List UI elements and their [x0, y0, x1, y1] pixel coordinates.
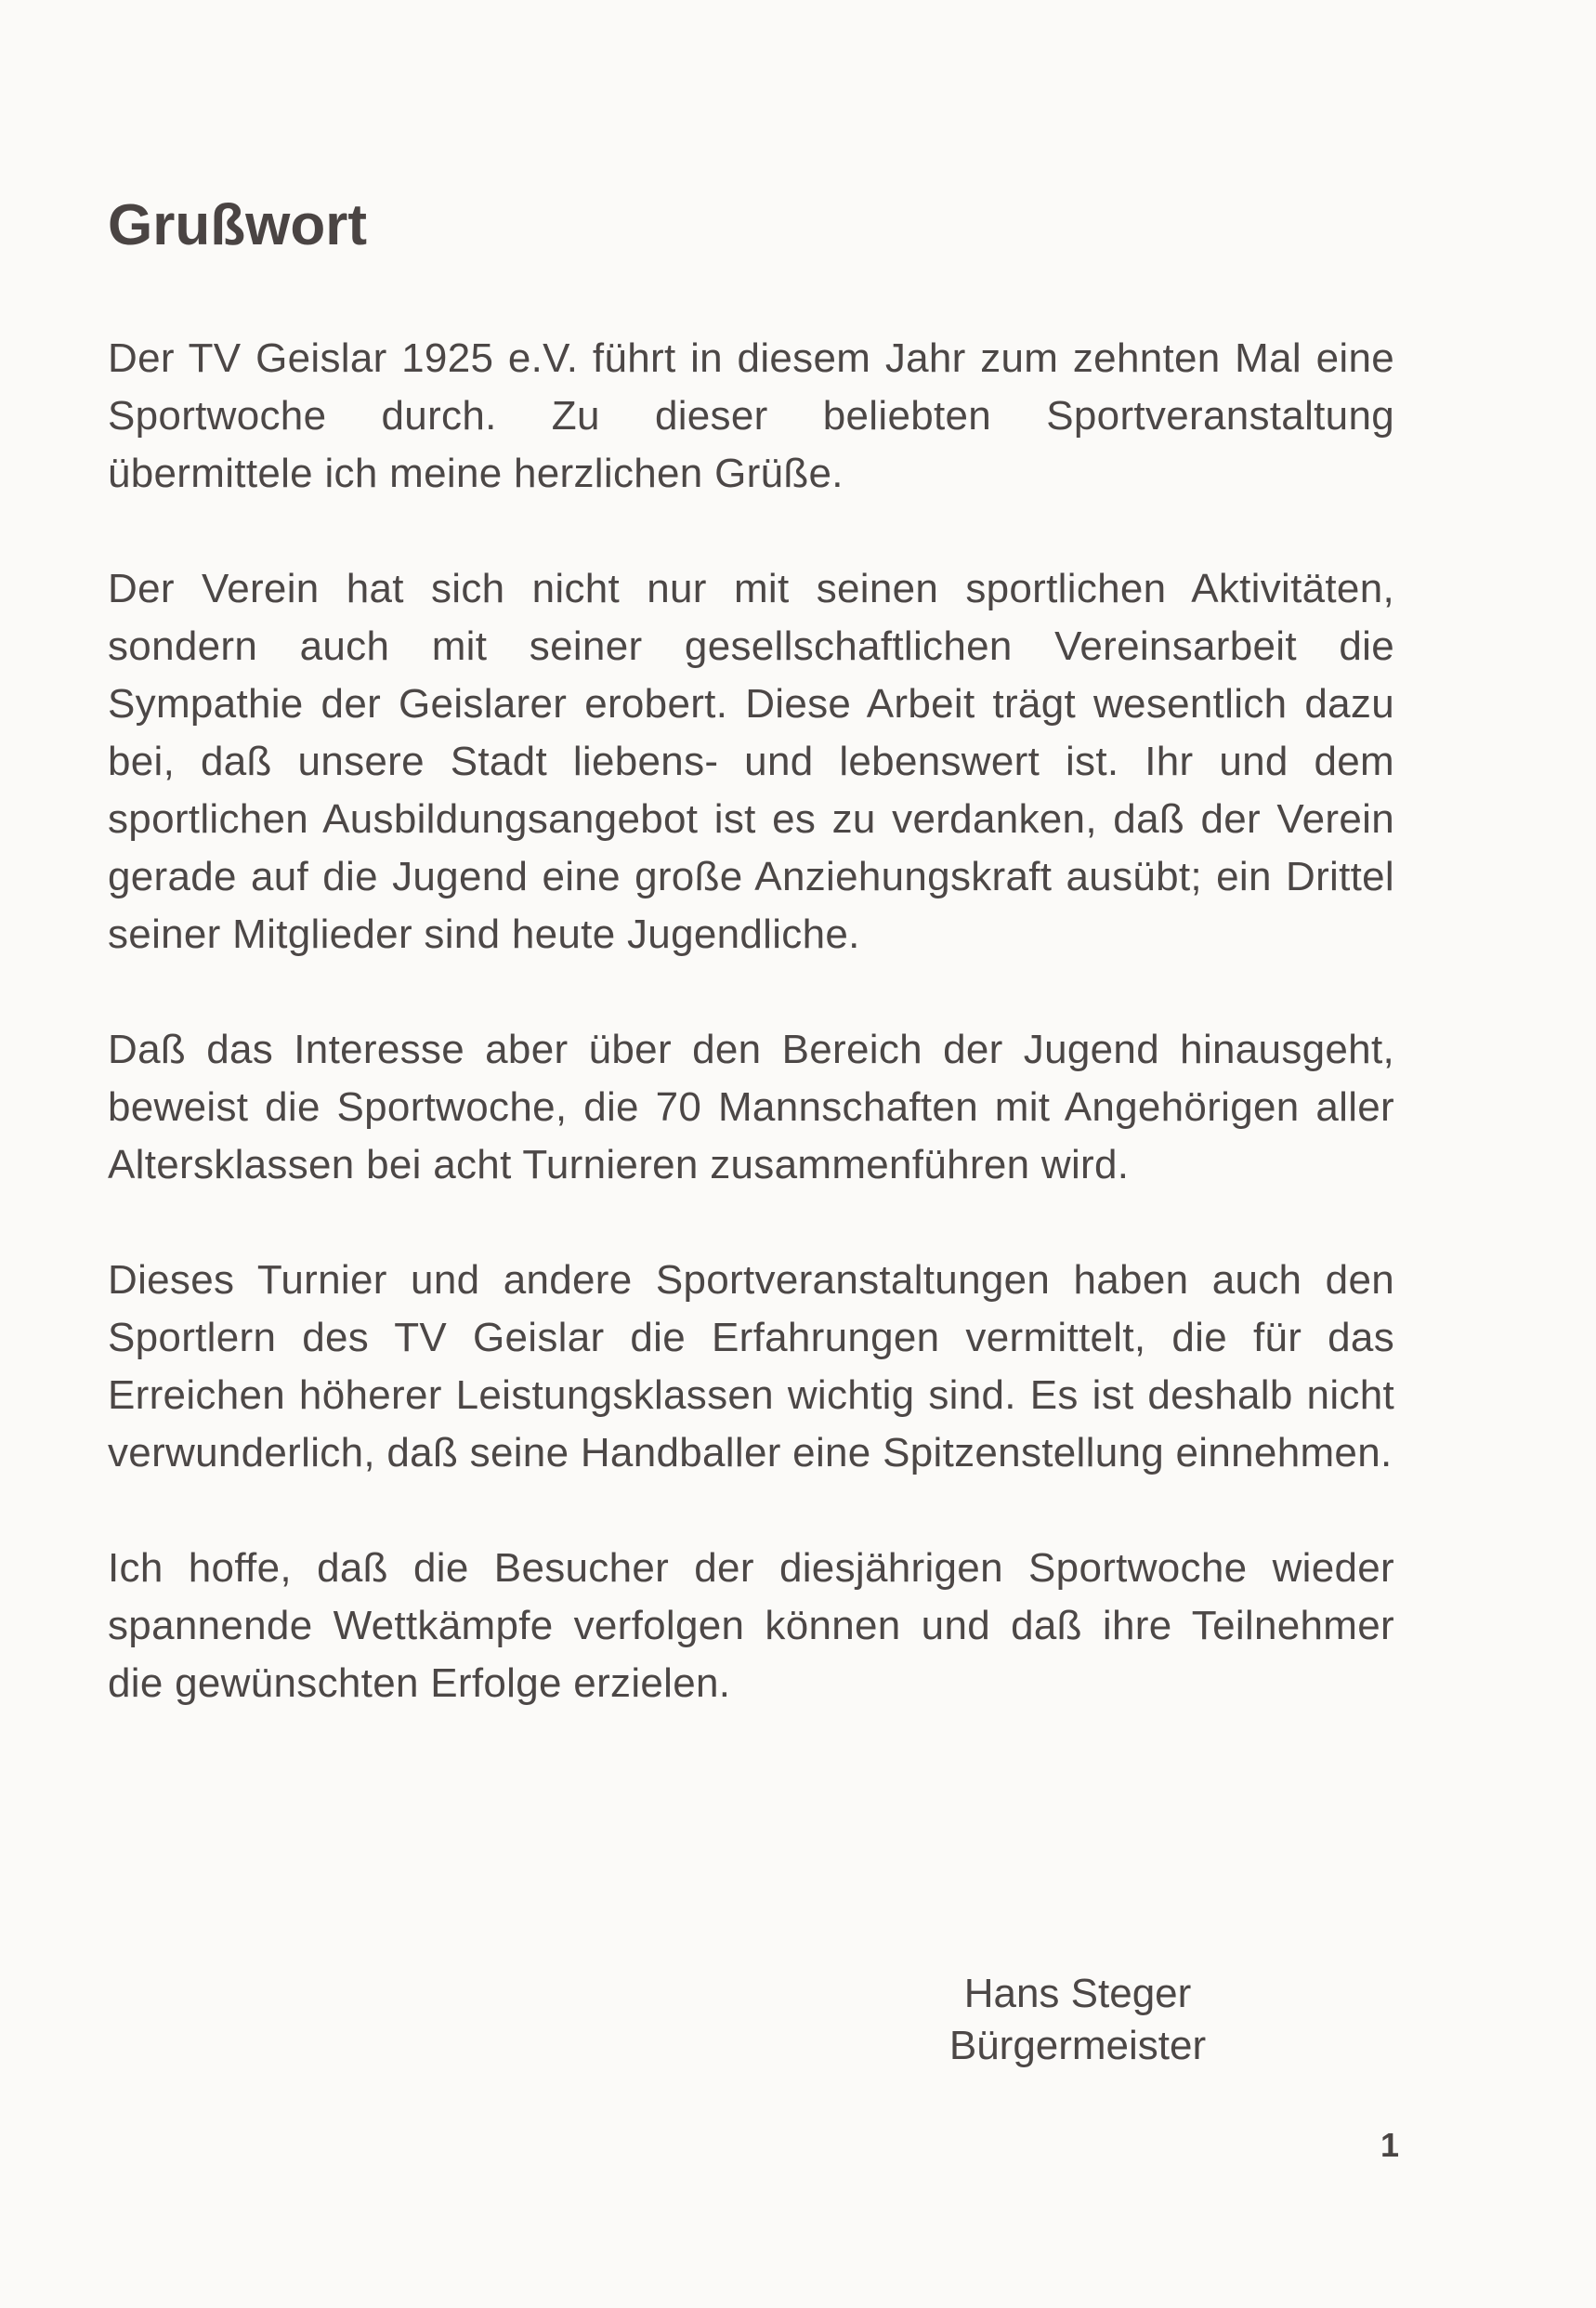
paragraph-3: Daß das Interesse aber über den Bereich der Jugend hinausgeht, beweist die Sportwoche, die 70 Mannschaften mit Angehörigen aller Altersklassen bei acht Turnieren zusammenführen wird.: [108, 1027, 1394, 1187]
paragraph-1: Der TV Geislar 1925 e.V. führt in diesem Jahr zum zehnten Mal eine Sportwoche durch. Zu dieser beliebten Sportveranstaltung übermittele ich meine herzlichen Grüße.: [108, 335, 1394, 496]
signature-name: Hans Steger: [963, 1971, 1192, 2016]
paragraph-4: Dieses Turnier und andere Sportveranstaltungen haben auch den Sportlern des TV Geislar die Erfahrungen vermittelt, die für das Erreichen höherer Leistungsklassen wichtig sind. Es ist deshalb nicht verwunderlich, daß seine Handballer eine Spitzenstellung einnehmen.: [108, 1257, 1394, 1475]
page-number: 1: [1380, 2126, 1400, 2164]
body-text: [108, 330, 1394, 1770]
signature-block: [892, 1968, 1263, 2072]
signature-role: Bürgermeister: [948, 2023, 1207, 2068]
paragraph-2: Der Verein hat sich nicht nur mit seinen sportlichen Aktivitäten, sondern auch mit seiner gesellschaftlichen Vereinsarbeit die Sympathie der Geislarer erobert. Diese Arbeit trägt wesentlich dazu bei, daß unsere Stadt liebens- und lebenswert ist. Ihr und dem sportlichen Ausbildungsangebot ist es zu verdanken, daß der Verein gerade auf die Jugend eine große Anziehungskraft ausübt; ein Drittel seiner Mitglieder sind heute Jugendliche.: [108, 566, 1394, 957]
page-title: Grußwort: [108, 193, 367, 257]
paragraph-5: Ich hoffe, daß die Besucher der diesjährigen Sportwoche wieder spannende Wettkämpfe verfolgen können und daß ihre Teilnehmer die gewünschten Erfolge erzielen.: [108, 1545, 1394, 1706]
